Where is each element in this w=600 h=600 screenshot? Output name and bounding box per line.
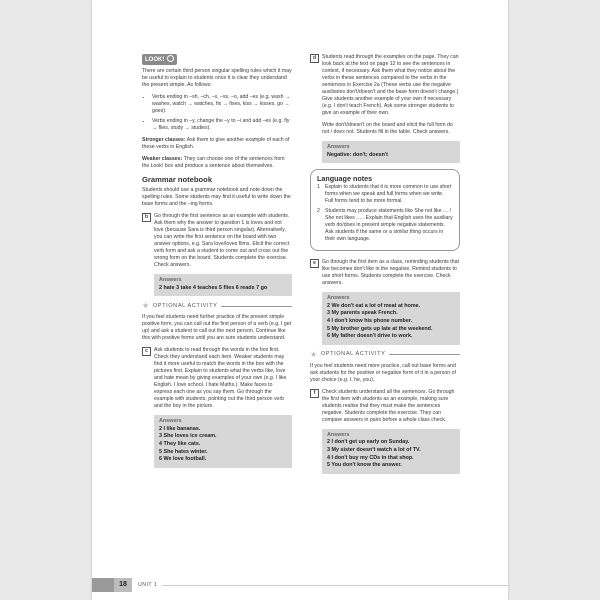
exercise-c: [142, 347, 292, 410]
answer-item: 3 She loves ice cream.: [159, 433, 217, 440]
exercise-b-text: Go through the first sentence as an example with students. Ask them why the answer to question 1 is loves and not love (because Sara is third person singular). Alternatively, you can write the first sentence on the board with two answer options, e.g. Sara love/loves films. Elicit the correct verb form and ask a student to come out and cross out the wrong form on the board. Students complete the exercise. Check answers.: [154, 213, 290, 268]
optional-activity-header: ★ OPTIONAL ACTIVITY: [142, 302, 292, 310]
answers-title: Answers: [327, 144, 350, 150]
language-note: 1 Explain to students that it is more common to use short forms when we speak and full forms when we write. Full forms tend to be more formal.: [317, 184, 452, 205]
exercise-e-text: Go through the first item as a class, reminding students that like becomes don't like in the negative. Remind students to use short forms. Students complete the exercise. Check answers.: [322, 259, 459, 287]
answers-line: 2 hate 3 take 4 teaches 5 flies 6 reads 7 go: [159, 284, 268, 291]
answer-item: 6 We love football.: [159, 456, 207, 463]
grammar-notebook-text: Students should use a grammar notebook and note down the spelling rules. Some students may find it useful to write down the base forms and the –ing forms.: [142, 187, 291, 207]
optional-activity-header: ★ OPTIONAL ACTIVITY: [310, 351, 460, 359]
exercise-letter: f: [310, 389, 319, 398]
star-icon: ★: [310, 349, 318, 359]
answers-box-b: [154, 274, 292, 296]
answers-box-f: [322, 429, 460, 474]
stronger-classes-note: Stronger classes: Ask them to give another example of each of these verbs in English.: [142, 137, 290, 150]
list-item: • Verbs ending in –y, change the –y to –i and add –es (e.g. fly → flies, study → studies).: [152, 118, 292, 132]
answer-item: 3 My parents speak French.: [327, 310, 398, 317]
look-box-label: LOOK!: [142, 54, 177, 65]
language-notes-box: [310, 169, 460, 251]
right-column: [310, 54, 460, 480]
look-intro: There are certain third person singular spelling rules which it may be useful to explain to students once it is clear they understand the present simple. As follows:: [142, 68, 292, 88]
page-number: 18: [114, 578, 132, 592]
answer-item: 2 I like bananas.: [159, 425, 201, 432]
answer-item: 5 You don't know the answer.: [327, 462, 402, 469]
answer-item: 4 I don't know his phone number.: [327, 317, 413, 324]
answers-title: Answers: [159, 277, 182, 283]
optional-activity-text: If you feel students need more practice, call out base forms and ask students for the positive or negative form of it in a person of your choice (e.g. I, he, you).: [310, 362, 456, 383]
answers-title: Answers: [327, 295, 350, 302]
divider: [389, 354, 460, 355]
answer-item: 6 My father doesn't drive to work.: [327, 333, 413, 340]
answer-item: 3 My sister doesn't watch a lot of TV.: [327, 446, 421, 453]
unit-label: UNIT 1: [138, 582, 158, 588]
answers-box-c: [154, 415, 292, 468]
divider: [221, 306, 292, 307]
exercise-letter: d: [310, 54, 319, 63]
exercise-letter: b: [142, 213, 151, 222]
exercise-d-text: Students read through the examples on the page. They can look back at the text on page 12 to see the sentences in context, if necessary. Ask them what they notice about the verbs in these sentences compared to the verbs in the sentences in Exercise 2a (These verbs use the negative auxiliaries don't/doesn't and the base form doesn't change.) Give students another example of your own if necessary (e.g. I don't teach French). Ask some stronger students to give an example of their own.: [322, 54, 459, 116]
document-page: [92, 0, 508, 600]
exercise-b: [142, 213, 292, 269]
language-note: 2 Students may produce statements like She not like … / She not likes … . Explain that English uses the auxiliary verb do/does in present simple negative statements. Ask students if the same or a similar thing occurs in their own language.: [317, 208, 453, 243]
exercise-c-text: Ask students to read through the words in the box first. Check they understand each item. Weaker students may find it more useful to match the words in the box with the pictures first. Explain to students what the verbs like, love and hate mean by giving examples of your own (e.g. I like English. I love school. I hate Maths.). Make faces to express each one as you say them. Go through the example with students, pointing out the third person verb and the boy in the picture.: [154, 347, 287, 410]
exercise-f-text: Check students understand all the sentences. Go through the first item with students as an example, making sure students realise that they must make the sentences negative. Students complete the exercise. They can compare answers in pairs before a whole class check.: [322, 388, 455, 423]
optional-activity-text: If you feel students need further practice of the present simple positive form, you can call out the first person of a verb (e.g. I get up) and ask a student to call out the next person. Continue like this with positive forms until you are sure students understand.: [142, 314, 292, 342]
star-icon: ★: [142, 301, 150, 311]
magnifier-icon: [167, 55, 174, 62]
answer-item: 4 I don't buy my CDs in that shop.: [327, 454, 414, 461]
answer-item: 5 My brother gets up late at the weekend.: [327, 325, 433, 332]
answers-line: Negative: don't; doesn't: [327, 151, 388, 158]
answers-box-e: [322, 292, 460, 345]
answer-item: 5 She hates winter.: [159, 448, 208, 455]
left-column: [142, 54, 292, 474]
footer-rule: [162, 585, 508, 586]
exercise-letter: e: [310, 259, 319, 268]
language-notes-title: Language notes: [317, 174, 373, 184]
exercise-d-text-2: Write don't/doesn't on the board and elicit the full form do not / does not. Students fill in the table. Check answers.: [322, 122, 453, 135]
footer-bar: [92, 578, 114, 592]
exercise-e: [310, 259, 460, 287]
answers-title: Answers: [159, 418, 182, 425]
exercise-letter: c: [142, 347, 151, 356]
answer-item: 4 They like cats.: [159, 440, 201, 447]
weaker-classes-note: Weaker classes: They can choose one of the sentences from the Look! box and produce a sentence about themselves.: [142, 156, 285, 169]
answers-box-d: [322, 141, 460, 163]
answer-item: 2 We don't eat a lot of meat at home.: [327, 302, 421, 309]
answers-title: Answers: [327, 431, 350, 438]
exercise-d: [310, 54, 460, 117]
page-footer: [92, 578, 508, 592]
list-item: • Verbs ending in –sh, –ch, –x, –ss, –o, add –es (e.g. wash → washes, watch → watches, fix → fixes, kiss → kisses, go → goes).: [152, 94, 292, 115]
exercise-f: [310, 389, 460, 424]
spelling-rules-list: [142, 94, 292, 132]
grammar-notebook-heading: Grammar notebook: [142, 175, 213, 184]
answer-item: 2 I don't get up early on Sunday.: [327, 439, 410, 446]
